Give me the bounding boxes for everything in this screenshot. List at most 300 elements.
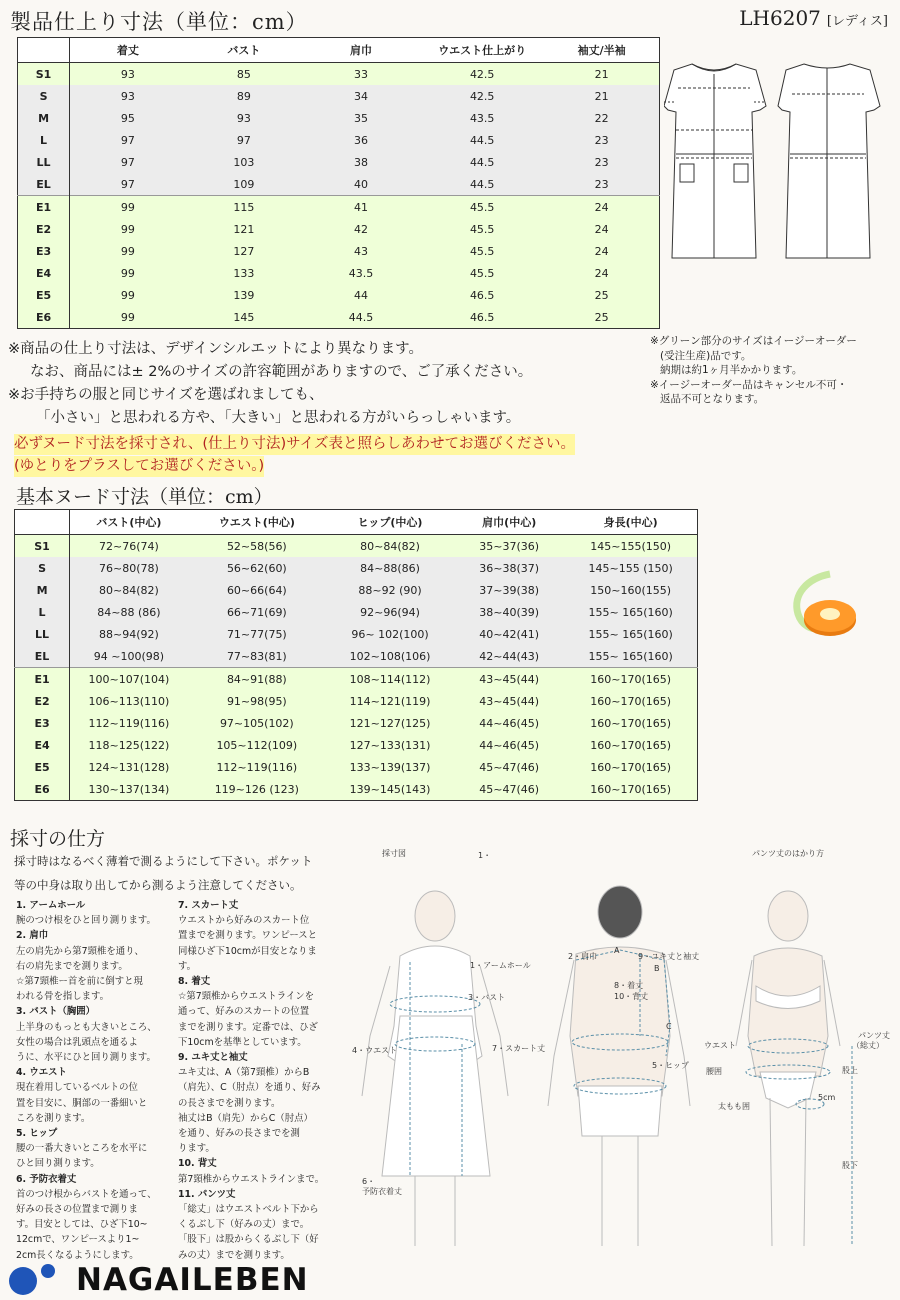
brand-logo-text: NAGAILEBEN — [76, 1262, 309, 1298]
table-cell: 97 — [186, 129, 302, 151]
model-number — [739, 6, 888, 30]
table-cell: 127 — [186, 240, 302, 262]
table-cell: 133~139(137) — [326, 756, 454, 778]
table-cell: 22 — [544, 107, 659, 129]
diag-label-a: A — [614, 946, 620, 955]
how-item-content: うに、水平にひと回り測ります。 — [16, 1052, 156, 1064]
column-header: 着丈 — [70, 38, 186, 63]
table-cell: 97 — [70, 129, 186, 151]
table-row — [15, 734, 698, 756]
table-cell: 99 — [70, 262, 186, 284]
how-item-content: 置を目安に、胴部の一番細いと — [16, 1097, 148, 1109]
size-label: E1 — [18, 196, 70, 219]
note-3: ※お手持ちの服と同じサイズを選ばれましても、 — [8, 387, 324, 403]
table-cell: 24 — [544, 218, 659, 240]
how-item-content: 11. パンツ丈 — [178, 1188, 236, 1200]
note-1: ※商品の仕上り寸法は、デザインシルエットにより異なります。 — [8, 341, 423, 357]
table-cell: 25 — [544, 306, 659, 329]
how-item-content: 3. バスト（胸囲） — [16, 1006, 95, 1018]
how-item-text — [16, 974, 176, 989]
table-cell: 106~113(110) — [70, 690, 188, 712]
table-cell: 77~83(81) — [188, 645, 326, 668]
table-cell: 108~114(112) — [326, 668, 454, 691]
table-cell: 35~37(36) — [454, 535, 564, 558]
table-cell: 119~126 (123) — [188, 778, 326, 801]
table-cell: 21 — [544, 85, 659, 107]
how-item-content: 9. ユキ丈と袖丈 — [178, 1052, 248, 1064]
table-cell: 38 — [302, 151, 420, 173]
how-item-content: 4. ウエスト — [16, 1067, 67, 1079]
how-item-heading — [178, 898, 338, 913]
how-item-text — [16, 1035, 176, 1050]
table-cell: 41 — [302, 196, 420, 219]
size-label: S1 — [15, 535, 70, 558]
size-label: E3 — [15, 712, 70, 734]
table-cell: 150~160(155) — [564, 579, 697, 601]
measurement-diagram — [340, 836, 900, 1256]
table-row — [15, 668, 698, 691]
diag-label-hip: 5・ヒップ — [652, 1061, 689, 1070]
fig-label-measure: 採寸図 — [382, 849, 406, 858]
size-label: LL — [18, 151, 70, 173]
table-cell: 121~127(125) — [326, 712, 454, 734]
table-cell: 60~66(64) — [188, 579, 326, 601]
size-label: M — [15, 579, 70, 601]
how-item-text — [16, 944, 176, 959]
table-cell: 84~88 (86) — [70, 601, 188, 623]
how-item-content: 袖丈はB（肩先）からC（肘点） — [178, 1112, 313, 1124]
how-item-text — [16, 1202, 176, 1217]
how-item-text — [16, 1141, 176, 1156]
table-row — [15, 535, 698, 558]
how-to-measure-title: 採寸の仕方 — [10, 828, 106, 850]
table-cell: 97 — [70, 173, 186, 196]
table-cell: 44 — [302, 284, 420, 306]
table-cell: 130~137(134) — [70, 778, 188, 801]
table-cell: 44.5 — [420, 129, 544, 151]
table-cell: 80~84(82) — [70, 579, 188, 601]
size-label: LL — [15, 623, 70, 645]
how-item-content: 上半身のもっとも大きいところ、 — [16, 1021, 157, 1033]
highlight-note-1: 必ずヌード寸法を採寸され、(仕上り寸法)サイズ表と照らしあわせてお選びください。 — [14, 434, 575, 455]
table-row — [15, 690, 698, 712]
how-item-text — [16, 1232, 176, 1247]
how-item-content: 2. 肩巾 — [16, 930, 49, 942]
table-cell: 99 — [70, 306, 186, 329]
how-item-content: 7. スカート丈 — [178, 900, 239, 911]
table-row — [18, 173, 660, 196]
table-cell: 114~121(119) — [326, 690, 454, 712]
table-cell: 40~42(41) — [454, 623, 564, 645]
table-cell: 84~91(88) — [188, 668, 326, 691]
how-item-text — [178, 1111, 338, 1126]
how-item-text — [178, 1232, 338, 1247]
size-label: S — [15, 557, 70, 579]
table-cell: 66~71(69) — [188, 601, 326, 623]
table-cell: 45.5 — [420, 196, 544, 219]
table-row — [15, 756, 698, 778]
column-header: 肩巾(中心) — [454, 510, 564, 535]
how-item-content: までを測ります。定番では、ひざ — [178, 1021, 318, 1033]
how-item-content: 10. 背丈 — [178, 1158, 217, 1170]
table-row — [15, 557, 698, 579]
brand-logo-mark — [6, 1262, 76, 1296]
table-cell: 85 — [186, 63, 302, 86]
how-item-content: 現在着用しているベルトの位 — [16, 1082, 138, 1094]
size-label: EL — [15, 645, 70, 668]
table-cell: 45~47(46) — [454, 778, 564, 801]
how-item-content: 女性の場合は乳頭点を通るよ — [16, 1036, 138, 1048]
green-note-line: 納期は約1ヶ月半かかります。 — [660, 364, 803, 376]
table-cell: 52~58(56) — [188, 535, 326, 558]
table-cell: 42 — [302, 218, 420, 240]
size-label: E4 — [18, 262, 70, 284]
table-cell: 23 — [544, 129, 659, 151]
diag-label-waist: 4・ウエスト — [352, 1046, 398, 1055]
table-cell: 95 — [70, 107, 186, 129]
table-cell: 139~145(143) — [326, 778, 454, 801]
table-row — [18, 196, 660, 219]
how-item-text — [16, 1080, 176, 1095]
how-item-heading — [178, 1050, 338, 1065]
diag-label-1: 1・ — [478, 851, 492, 860]
how-item-content: 12cmで、ワンピースより1~ — [16, 1234, 140, 1246]
table-row — [15, 601, 698, 623]
table-row — [18, 85, 660, 107]
diag-label-coat-1: 6・ — [362, 1177, 376, 1186]
table-cell: 91~98(95) — [188, 690, 326, 712]
size-label: S1 — [18, 63, 70, 86]
how-item-content: 6. 予防衣着丈 — [16, 1173, 77, 1185]
how-item-text — [178, 913, 338, 928]
how-item-text — [16, 913, 176, 928]
table-cell: 46.5 — [420, 284, 544, 306]
table-cell: 37~39(38) — [454, 579, 564, 601]
table-cell: 160~170(165) — [564, 712, 697, 734]
table-cell: 93 — [70, 63, 186, 86]
table-cell: 43~45(44) — [454, 690, 564, 712]
how-item-content: ります。 — [178, 1143, 215, 1155]
table-cell: 155~ 165(160) — [564, 623, 697, 645]
table-cell: 145~155 (150) — [564, 557, 697, 579]
how-item-content: 8. 着丈 — [178, 976, 211, 988]
table-cell: 21 — [544, 63, 659, 86]
how-item-content: 好みの長さの位置まで測りま — [16, 1204, 138, 1216]
table-cell: 121 — [186, 218, 302, 240]
how-item-text — [178, 1020, 338, 1035]
how-item-text — [178, 1065, 338, 1080]
highlight-note-2: (ゆとりをプラスしてお選びください。) — [14, 456, 264, 477]
how-item-content: 1. アームホール — [16, 900, 86, 911]
column-header — [15, 510, 70, 535]
table-cell: 43~45(44) — [454, 668, 564, 691]
table-cell: 160~170(165) — [564, 734, 697, 756]
fig-label-pants: パンツ丈のはかり方 — [752, 849, 824, 858]
table-cell: 160~170(165) — [564, 778, 697, 801]
table-row — [15, 645, 698, 668]
table-cell: 45.5 — [420, 240, 544, 262]
table-cell: 139 — [186, 284, 302, 306]
size-label: E4 — [15, 734, 70, 756]
how-item-content: ひと回り測ります。 — [16, 1158, 100, 1170]
table-cell: 24 — [544, 240, 659, 262]
diag-label-shoulder: 2・肩巾 — [568, 952, 598, 961]
table-cell: 99 — [70, 218, 186, 240]
table-cell: 71~77(75) — [188, 623, 326, 645]
table-cell: 97 — [70, 151, 186, 173]
how-item-content: ウエストから好みのスカート位 — [178, 915, 310, 927]
table-row — [18, 107, 660, 129]
size-label: EL — [18, 173, 70, 196]
column-header — [18, 38, 70, 63]
how-item-content: 5. ヒップ — [16, 1128, 58, 1140]
how-item-text — [178, 1202, 338, 1217]
how-item-heading — [16, 928, 176, 943]
how-item-text — [178, 1096, 338, 1111]
how-item-text — [16, 1248, 176, 1263]
diag-label-bust: 3・バスト — [468, 993, 506, 1002]
how-item-text — [16, 989, 176, 1004]
table-row — [18, 306, 660, 329]
how-column-1 — [16, 898, 176, 1263]
model-code: LH6207 — [739, 6, 821, 30]
column-header: ウエスト(中心) — [188, 510, 326, 535]
how-item-content: ころを測ります。 — [16, 1112, 91, 1124]
how-item-text — [178, 944, 338, 959]
diag-label-rise: 股上 — [842, 1066, 858, 1075]
how-item-heading — [16, 1126, 176, 1141]
diag-label-armhole: 1・アームホール — [470, 961, 531, 970]
how-item-content: 右の肩先までを測ります。 — [16, 960, 128, 972]
table-cell: 105~112(109) — [188, 734, 326, 756]
table-header-row — [15, 510, 698, 535]
table-cell: 124~131(128) — [70, 756, 188, 778]
how-item-text — [178, 1248, 338, 1263]
diag-label-setake: 10・背丈 — [614, 992, 649, 1001]
table-cell: 38~40(39) — [454, 601, 564, 623]
column-header: 袖丈/半袖 — [544, 38, 659, 63]
table-cell: 44~46(45) — [454, 712, 564, 734]
table-cell: 102~108(106) — [326, 645, 454, 668]
table-cell: 42.5 — [420, 63, 544, 86]
diag-label-inseam: 股下 — [842, 1161, 858, 1170]
table-cell: 40 — [302, 173, 420, 196]
table-cell: 127~133(131) — [326, 734, 454, 756]
how-item-text — [16, 959, 176, 974]
table-cell: 43 — [302, 240, 420, 262]
diag-label-skirt: 7・スカート丈 — [492, 1044, 546, 1053]
table-cell: 80~84(82) — [326, 535, 454, 558]
table-cell: 25 — [544, 284, 659, 306]
table-cell: 56~62(60) — [188, 557, 326, 579]
column-header: ウエスト仕上がり — [420, 38, 544, 63]
size-label: E5 — [15, 756, 70, 778]
how-column-2 — [178, 898, 338, 1263]
table-cell: 112~119(116) — [70, 712, 188, 734]
table-cell: 160~170(165) — [564, 690, 697, 712]
how-item-heading — [16, 1004, 176, 1019]
finished-size-title: 製品仕上り寸法（単位：cm） — [10, 10, 308, 34]
how-item-text — [178, 1172, 338, 1187]
table-cell: 93 — [70, 85, 186, 107]
table-cell: 76~80(78) — [70, 557, 188, 579]
how-item-text — [178, 989, 338, 1004]
table-cell: 94 ~100(98) — [70, 645, 188, 668]
how-item-content: 同様ひざ下10cmが目安となりま — [178, 945, 317, 957]
how-item-content: みの丈）までを測ります。 — [178, 1249, 290, 1261]
table-cell: 88~92 (90) — [326, 579, 454, 601]
green-note — [650, 334, 857, 407]
table-row — [18, 240, 660, 262]
how-item-text — [16, 1156, 176, 1171]
diag-label-pants-total: （総丈） — [852, 1041, 884, 1050]
how-item-text — [16, 1111, 176, 1126]
how-item-heading — [16, 1172, 176, 1187]
table-row — [18, 262, 660, 284]
table-cell: 45.5 — [420, 218, 544, 240]
table-cell: 103 — [186, 151, 302, 173]
table-cell: 45~47(46) — [454, 756, 564, 778]
green-note-line: ※グリーン部分のサイズはイージーオーダー — [650, 335, 857, 347]
how-item-text — [178, 1080, 338, 1095]
how-item-content: 第7頸椎からウエストラインまで。 — [178, 1173, 325, 1185]
table-cell: 43.5 — [420, 107, 544, 129]
how-item-content: 首のつけ根からバストを通って、 — [16, 1188, 157, 1200]
nude-size-title: 基本ヌード寸法（単位：cm） — [16, 486, 273, 508]
diag-label-kitake: 8・着丈 — [614, 981, 644, 990]
table-cell: 44.5 — [420, 173, 544, 196]
table-cell: 44.5 — [302, 306, 420, 329]
table-cell: 99 — [70, 240, 186, 262]
green-note-line: (受注生産)品です。 — [660, 349, 752, 362]
green-note-line: ※イージーオーダー品はキャンセル不可・ — [650, 378, 848, 391]
how-item-text — [16, 1217, 176, 1232]
nude-size-table — [14, 509, 698, 801]
how-item-text — [16, 1050, 176, 1065]
table-cell: 89 — [186, 85, 302, 107]
table-cell: 45.5 — [420, 262, 544, 284]
table-row — [18, 218, 660, 240]
table-cell: 36~38(37) — [454, 557, 564, 579]
how-item-content: ユキ丈は、A（第7頸椎）からB — [178, 1067, 310, 1079]
diag-label-pants-length: パンツ丈 — [858, 1031, 890, 1040]
table-cell: 84~88(86) — [326, 557, 454, 579]
how-item-content: 腰の一番大きいところを水平に — [16, 1143, 148, 1155]
table-cell: 99 — [70, 196, 186, 219]
how-item-content: 腕のつけ根をひと回り測ります。 — [16, 915, 156, 927]
how-item-content: 「総丈」はウエストベルト下から — [178, 1204, 319, 1216]
table-row — [15, 579, 698, 601]
table-cell: 155~ 165(160) — [564, 601, 697, 623]
table-cell: 96~ 102(100) — [326, 623, 454, 645]
table-cell: 155~ 165(160) — [564, 645, 697, 668]
size-label: E2 — [18, 218, 70, 240]
table-cell: 34 — [302, 85, 420, 107]
how-item-text — [178, 1217, 338, 1232]
diag-label-5cm: 5cm — [818, 1093, 836, 1102]
how-item-content: くるぶし下（好みの丈）まで。 — [178, 1219, 310, 1231]
table-cell: 115 — [186, 196, 302, 219]
size-label: E6 — [15, 778, 70, 801]
column-header: バスト(中心) — [70, 510, 188, 535]
how-item-content: 下10cmを基準としています。 — [178, 1036, 307, 1048]
how-intro-1: 採寸時はなるべく薄着で測るようにして下さい。ポケット — [14, 854, 313, 868]
diag-label-coat-2: 予防衣着丈 — [362, 1187, 402, 1196]
table-cell: 133 — [186, 262, 302, 284]
size-label: L — [18, 129, 70, 151]
how-item-text — [178, 1035, 338, 1050]
diag-label-yuki: 9・ユキ丈と袖丈 — [638, 952, 700, 961]
how-item-content: 2cm長くなるようにします。 — [16, 1249, 139, 1261]
diag-label-thigh: 太もも囲 — [718, 1102, 750, 1111]
how-item-heading — [178, 1156, 338, 1171]
table-cell: 23 — [544, 151, 659, 173]
size-label: E1 — [15, 668, 70, 691]
column-header: ヒップ(中心) — [326, 510, 454, 535]
table-row — [15, 778, 698, 801]
size-label: E6 — [18, 306, 70, 329]
table-cell: 99 — [70, 284, 186, 306]
model-category: [レディス] — [826, 14, 888, 29]
note-4: 「小さい」と思われる方や、「大きい」と思われる方がいらっしゃいます。 — [36, 410, 521, 426]
how-item-content: す。目安としては、ひざ下10~ — [16, 1219, 148, 1231]
how-item-text — [16, 1096, 176, 1111]
how-item-text — [16, 1020, 176, 1035]
table-row — [18, 151, 660, 173]
finished-size-table — [17, 37, 660, 329]
table-cell: 109 — [186, 173, 302, 196]
size-label: E3 — [18, 240, 70, 262]
size-label: S — [18, 85, 70, 107]
how-item-content: の長さまでを測ります。 — [178, 1097, 281, 1109]
table-cell: 112~119(116) — [188, 756, 326, 778]
size-label: M — [18, 107, 70, 129]
table-cell: 42.5 — [420, 85, 544, 107]
how-item-text — [16, 1187, 176, 1202]
how-item-content: す。 — [178, 960, 196, 972]
how-item-heading — [178, 974, 338, 989]
table-cell: 118~125(122) — [70, 734, 188, 756]
how-item-content: 「股下」は股からくるぶし下（好 — [178, 1234, 319, 1246]
table-cell: 145~155(150) — [564, 535, 697, 558]
diag-label-pants-waist: ウエスト — [704, 1041, 736, 1050]
how-item-text — [178, 959, 338, 974]
table-row — [15, 712, 698, 734]
column-header: 肩巾 — [302, 38, 420, 63]
table-row — [18, 63, 660, 86]
table-cell: 35 — [302, 107, 420, 129]
tape-measure-icon — [778, 570, 860, 642]
how-item-text — [178, 1126, 338, 1141]
table-row — [18, 129, 660, 151]
note-2: なお、商品には± 2%のサイズの許容範囲がありますので、ご了承ください。 — [30, 364, 533, 380]
table-cell: 23 — [544, 173, 659, 196]
table-cell: 100~107(104) — [70, 668, 188, 691]
table-cell: 92~96(94) — [326, 601, 454, 623]
table-cell: 160~170(165) — [564, 668, 697, 691]
garment-illustration — [664, 58, 894, 270]
table-row — [18, 284, 660, 306]
table-cell: 93 — [186, 107, 302, 129]
how-item-heading — [16, 1065, 176, 1080]
how-item-heading — [178, 1187, 338, 1202]
column-header: 身長(中心) — [564, 510, 697, 535]
table-cell: 42~44(43) — [454, 645, 564, 668]
how-intro-2: 等の中身は取り出してから測るよう注意してください。 — [14, 878, 302, 892]
green-note-line: 返品不可となります。 — [660, 393, 765, 405]
table-cell: 43.5 — [302, 262, 420, 284]
how-item-content: 左の肩先から第7頸椎を通り、 — [16, 945, 144, 957]
